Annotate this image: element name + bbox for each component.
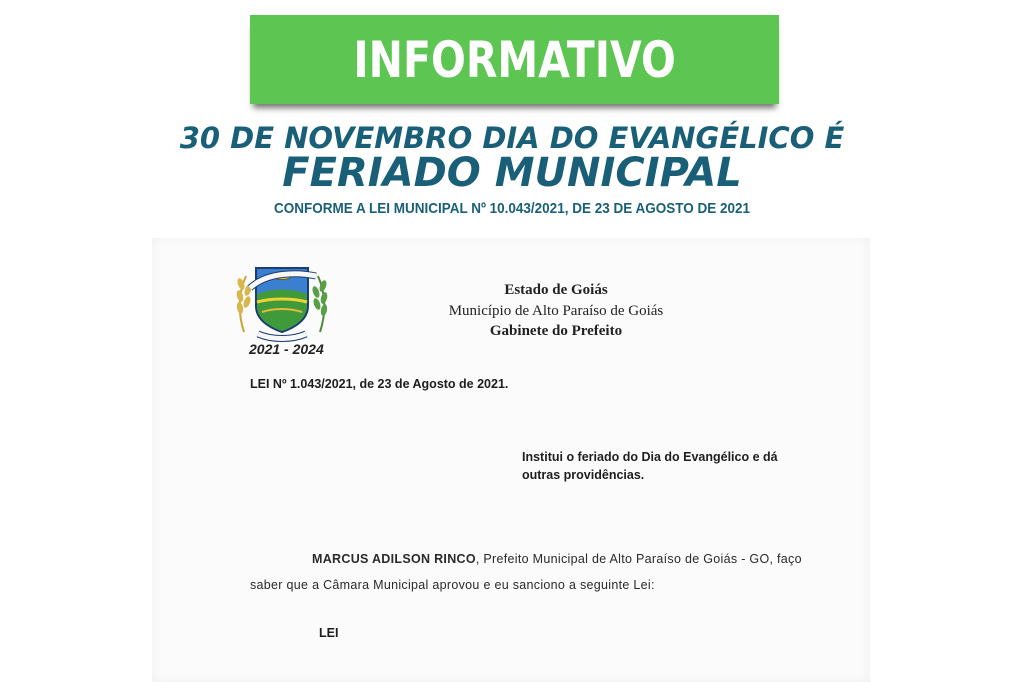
- letterhead-municipality: Município de Alto Paraíso de Goiás: [448, 303, 664, 319]
- mayor-name: MARCUS ADILSON RINCO: [312, 552, 476, 566]
- headline-subtitle: CONFORME A LEI MUNICIPAL Nº 10.043/2021, DE 23 DE AGOSTO DE 2021: [273, 200, 751, 217]
- law-summary: Institui o feriado do Dia do Evangélico e dá outras providências.: [522, 450, 778, 482]
- headline-line-2: FERIADO MUNICIPAL: [282, 150, 742, 196]
- administration-term: 2021 - 2024: [249, 341, 324, 357]
- preamble-text: , Prefeito Municipal de Alto Paraíso de Goiás - GO, faço saber que a Câmara Municipal aprovou e eu sanciono a seguinte Lei:: [250, 552, 802, 592]
- law-number: LEI Nº 1.043/2021, de 23 de Agosto de 2021.: [250, 377, 509, 391]
- headline-line-1: 30 DE NOVEMBRO DIA DO EVANGÉLICO É: [179, 121, 845, 155]
- law-preamble: [250, 546, 810, 598]
- scanned-law-document: [152, 238, 870, 682]
- letterhead-state: Estado de Goiás: [504, 282, 608, 298]
- letterhead-office: Gabinete do Prefeito: [489, 323, 623, 339]
- informativo-banner: [250, 15, 779, 104]
- banner-title: INFORMATIVO: [353, 30, 676, 89]
- lei-heading: LEI: [319, 626, 339, 640]
